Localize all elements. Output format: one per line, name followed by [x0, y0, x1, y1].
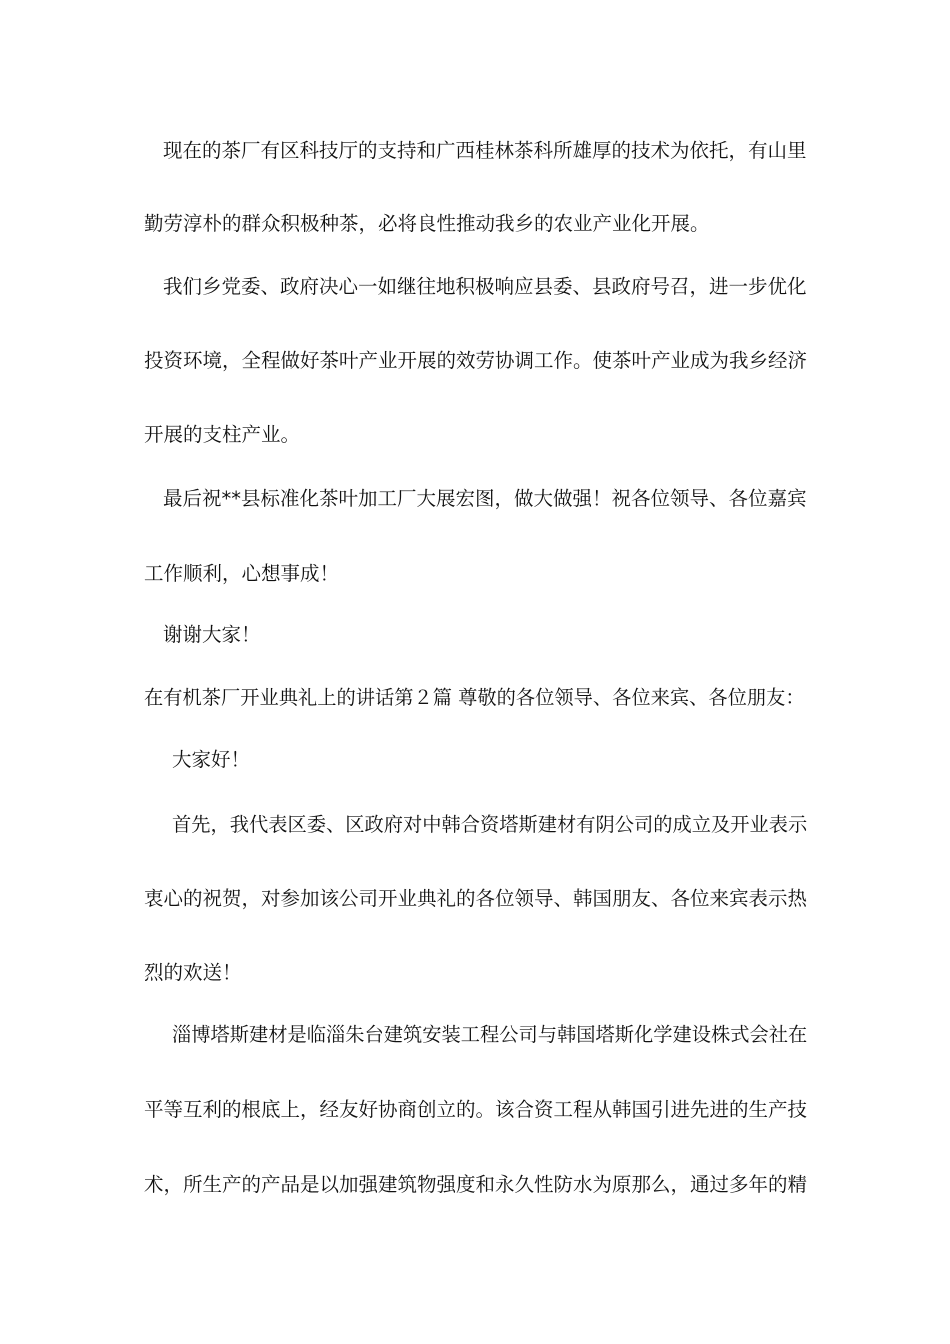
paragraph-5-line-2: 平等互利的根底上，经友好协商创立的。该合资工程从韩国引进先进的生产技	[144, 1098, 808, 1121]
thanks-line: 谢谢大家！	[163, 623, 261, 646]
paragraph-1-line-2: 勤劳淳朴的群众积极种茶，必将良性推动我乡的农业产业化开展。	[144, 212, 710, 235]
paragraph-5-line-3: 术，所生产的产品是以加强建筑物强度和永久性防水为原那么，通过多年的精	[144, 1173, 808, 1196]
paragraph-4-line-3: 烈的欢送！	[144, 961, 242, 984]
paragraph-2-line-2: 投资环境，全程做好茶叶产业开展的效劳协调工作。使茶叶产业成为我乡经济	[144, 349, 808, 372]
paragraph-2-line-1: 我们乡党委、政府决心一如继往地积极响应县委、县政府号召，进一步优化	[163, 275, 807, 298]
paragraph-4-line-1: 首先，我代表区委、区政府对中韩合资塔斯建材有阴公司的成立及开业表示	[172, 813, 808, 836]
paragraph-5-line-1: 淄博塔斯建材是临淄朱台建筑安装工程公司与韩国塔斯化学建设株式会社在	[172, 1023, 808, 1046]
paragraph-4-line-2: 衷心的祝贺，对参加该公司开业典礼的各位领导、韩国朋友、各位来宾表示热	[144, 887, 808, 910]
paragraph-2-line-3: 开展的支柱产业。	[144, 423, 301, 446]
paragraph-3-line-1: 最后祝**县标准化茶叶加工厂大展宏图，做大做强！祝各位领导、各位嘉宾	[163, 487, 807, 510]
paragraph-3-line-2: 工作顺利，心想事成！	[144, 562, 340, 585]
greeting-line: 大家好！	[172, 748, 251, 771]
section-heading-line: 在有机茶厂开业典礼上的讲话第２篇 尊敬的各位领导、各位来宾、各位朋友：	[144, 686, 805, 709]
paragraph-1-line-1: 现在的茶厂有区科技厅的支持和广西桂林茶科所雄厚的技术为依托，有山里	[163, 139, 807, 162]
